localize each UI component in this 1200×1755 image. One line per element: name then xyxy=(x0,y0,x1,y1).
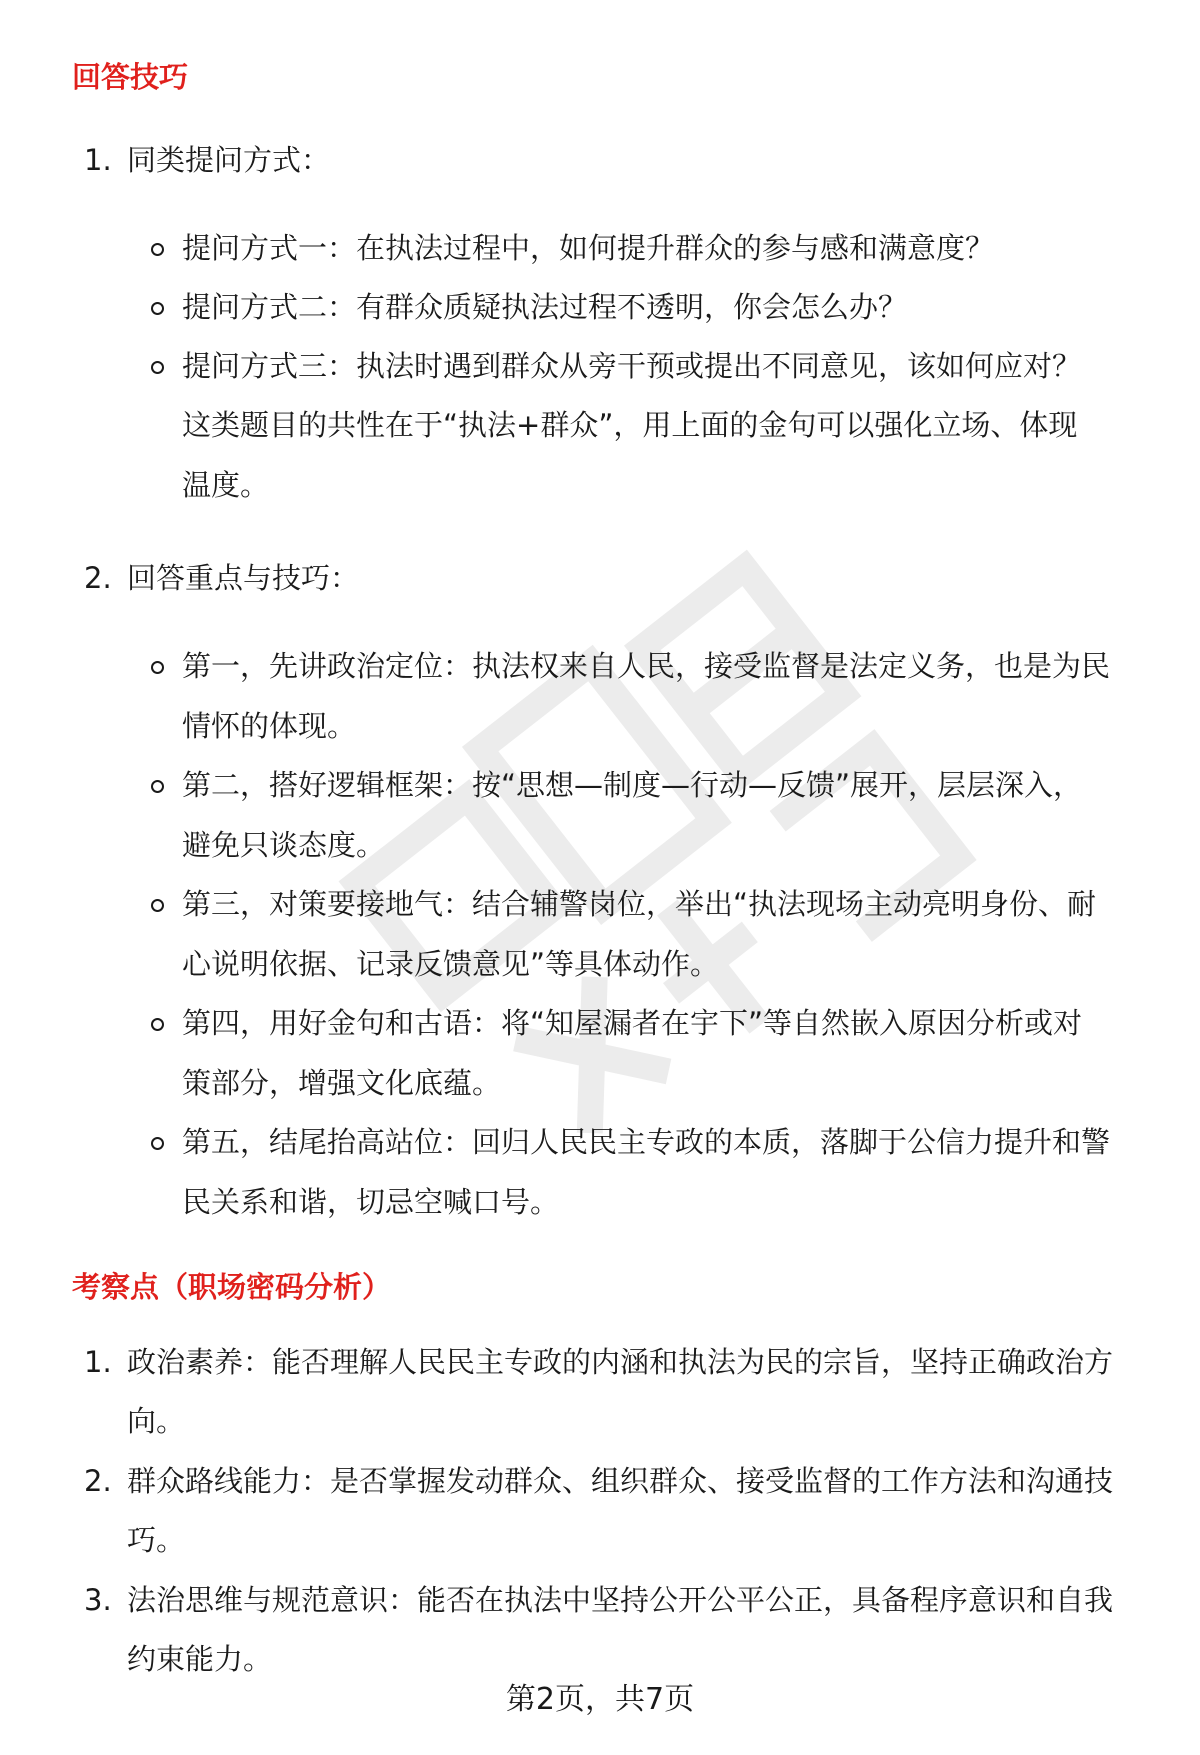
list-item-label: 同类提问方式： xyxy=(127,143,331,177)
list-item: 法治思维与规范意识：能否在执法中坚持公开公平公正，具备程序意识和自我 xyxy=(127,1583,1114,1617)
list-item-continuation: 巧。 xyxy=(127,1523,186,1557)
list-number: 1. xyxy=(84,143,112,177)
bullet-circle-icon xyxy=(151,1018,164,1031)
bullet-item-continuation: 情怀的体现。 xyxy=(182,709,357,743)
list-item-label: 回答重点与技巧： xyxy=(127,561,360,595)
note-text: 这类题目的共性在于“执法+群众”，用上面的金句可以强化立场、体现 xyxy=(182,408,1078,442)
bullet-item: 提问方式一：在执法过程中，如何提升群众的参与感和满意度？ xyxy=(182,231,995,265)
bullet-circle-icon xyxy=(151,361,164,374)
list-item-continuation: 向。 xyxy=(127,1404,186,1438)
bullet-item: 第二，搭好逻辑框架：按“思想—制度—行动—反馈”展开，层层深入， xyxy=(182,768,1083,802)
section-title-exam-points: 考察点（职场密码分析） xyxy=(72,1270,392,1304)
bullet-item-continuation: 民关系和谐，切忌空喊口号。 xyxy=(182,1185,560,1219)
bullet-item-continuation: 策部分，增强文化底蕴。 xyxy=(182,1066,502,1100)
list-number: 1. xyxy=(84,1345,112,1379)
note-text: 温度。 xyxy=(182,468,270,502)
bullet-circle-icon xyxy=(151,899,164,912)
bullet-item: 第五，结尾抬高站位：回归人民民主专政的本质，落脚于公信力提升和警 xyxy=(182,1125,1111,1159)
bullet-item-continuation: 避免只谈态度。 xyxy=(182,828,386,862)
bullet-item: 第四，用好金句和古语：将“知屋漏者在宇下”等自然嵌入原因分析或对 xyxy=(182,1006,1083,1040)
list-number: 2. xyxy=(84,1464,112,1498)
bullet-circle-icon xyxy=(151,780,164,793)
bullet-circle-icon xyxy=(151,661,164,674)
list-number: 2. xyxy=(84,561,112,595)
bullet-circle-icon xyxy=(151,243,164,256)
list-item: 群众路线能力：是否掌握发动群众、组织群众、接受监督的工作方法和沟通技 xyxy=(127,1464,1114,1498)
page-number-footer: 第2页，共7页 xyxy=(505,1682,695,1717)
bullet-item: 第三，对策要接地气：结合辅警岗位，举出“执法现场主动亮明身份、耐 xyxy=(182,887,1097,921)
list-item-continuation: 约束能力。 xyxy=(127,1642,273,1676)
list-number: 3. xyxy=(84,1583,112,1617)
bullet-circle-icon xyxy=(151,1137,164,1150)
bullet-item-continuation: 心说明依据、记录反馈意见”等具体动作。 xyxy=(182,947,720,981)
bullet-item: 提问方式三：执法时遇到群众从旁干预或提出不同意见，该如何应对？ xyxy=(182,349,1082,383)
bullet-item: 第一，先讲政治定位：执法权来自人民，接受监督是法定义务，也是为民 xyxy=(182,649,1111,683)
bullet-item: 提问方式二：有群众质疑执法过程不透明，你会怎么办？ xyxy=(182,290,908,324)
list-item: 政治素养：能否理解人民民主专政的内涵和执法为民的宗旨，坚持正确政治方 xyxy=(127,1345,1114,1379)
bullet-circle-icon xyxy=(151,302,164,315)
section-title-answer-tips: 回答技巧 xyxy=(72,60,189,94)
